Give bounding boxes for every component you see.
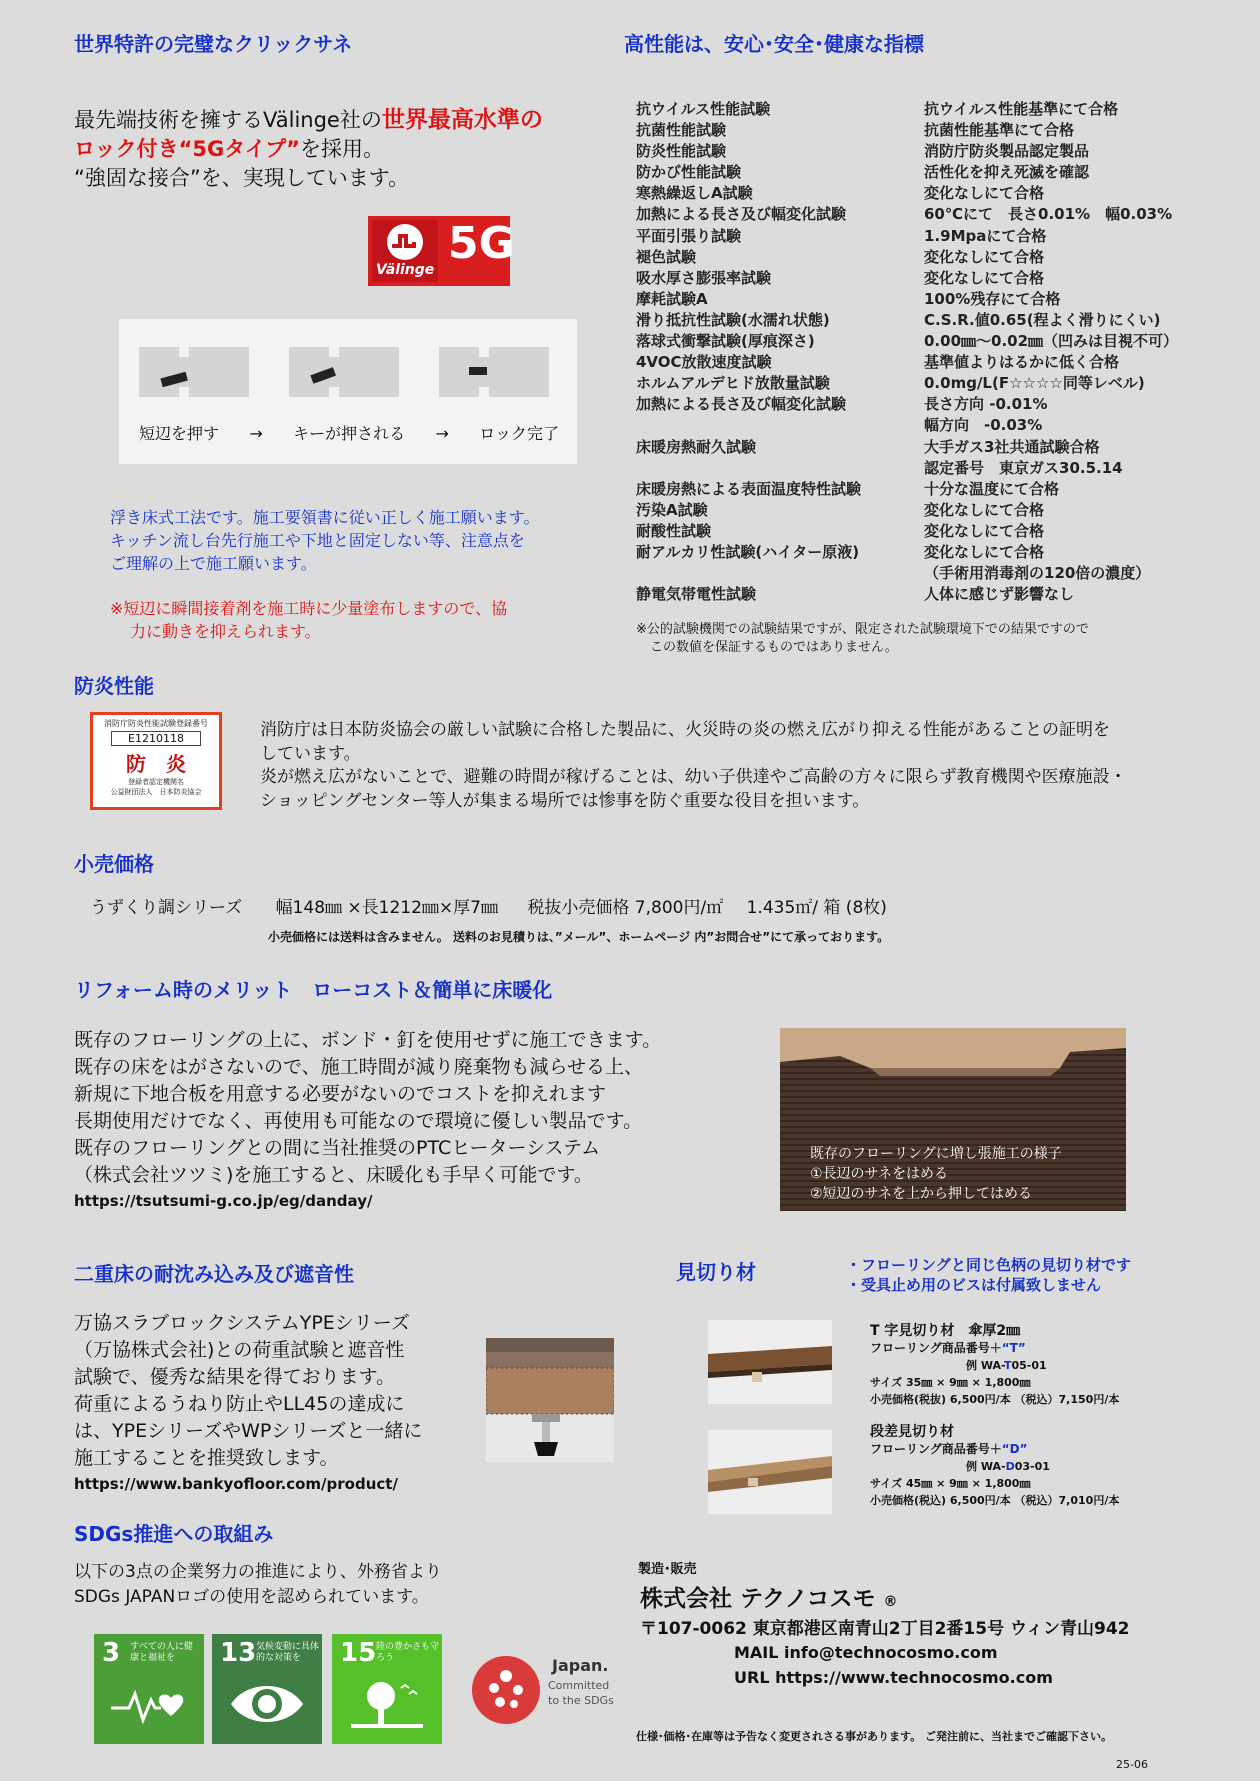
test-name: 加熱による長さ及び幅変化試験 xyxy=(636,395,847,414)
adhesive-note-line: ※短辺に瞬間接着剤を施工時に少量塗布しますので、協 xyxy=(110,599,508,618)
fire-text xyxy=(260,719,1127,813)
fire-label-sub: 公益財団法人 日本防炎協会 xyxy=(110,788,202,796)
company-name: 株式会社 テクノコスモ xyxy=(640,1586,876,1612)
doc-code: 25-06 xyxy=(1116,1758,1148,1771)
test-result: 十分な温度にて合格 xyxy=(924,479,1060,498)
step-trim-icon xyxy=(708,1430,832,1514)
valinge-mark xyxy=(372,220,438,282)
performance-row xyxy=(636,373,1236,394)
sdg-goal-number: 15 xyxy=(340,1638,377,1668)
fire-label-main: 防 炎 xyxy=(126,752,186,776)
footnote-line: ※公的試験機関での試験結果ですが、限定された試験環境下での結果ですので xyxy=(636,622,1089,637)
test-result: 消防庁防炎製品認定製品 xyxy=(924,142,1090,161)
performance-row xyxy=(636,99,1236,120)
test-result: 60℃にて 長さ0.01% 幅0.03% xyxy=(924,205,1173,224)
step-trim-price: 小売価格(税込) 6,500円/本 （税込）7,010円/本 xyxy=(870,1494,1120,1507)
test-result: 変化なしにて合格 xyxy=(924,268,1045,287)
mikiri-notes xyxy=(846,1255,1131,1295)
performance-row xyxy=(636,247,1236,268)
sdg-goal-13-tile xyxy=(212,1634,322,1744)
japan-logo-title: Japan. xyxy=(552,1656,609,1675)
t-trim-icon xyxy=(708,1320,832,1404)
performance-row xyxy=(636,162,1236,183)
step-2-label: キーが押される xyxy=(293,424,406,443)
lock-diagram xyxy=(119,319,577,464)
t-trim-example-pre: 例 WA- xyxy=(966,1359,1004,1372)
install-note xyxy=(110,506,539,575)
performance-row xyxy=(636,479,1236,500)
performance-row xyxy=(636,289,1236,310)
performance-footnote xyxy=(636,621,1089,657)
test-result: 幅方向 -0.03% xyxy=(924,416,1043,435)
test-name: 床暖房熱による表面温度特性試験 xyxy=(636,479,862,498)
sdg-goal-number: 13 xyxy=(220,1638,257,1668)
test-result: 抗ウイルス性能基準にて合格 xyxy=(924,100,1119,118)
test-name: 寒熱繰返しA試験 xyxy=(636,184,753,203)
t-trim-example-code: T xyxy=(1003,1359,1012,1372)
test-result: 変化なしにて合格 xyxy=(924,184,1045,203)
patent-line2-red: ロック付き“5Gタイプ” xyxy=(74,137,300,161)
test-name: 防かび性能試験 xyxy=(636,163,742,182)
valinge-5g-logo xyxy=(368,216,515,286)
performance-row xyxy=(636,500,1236,521)
step-trim-example-post: 03-01 xyxy=(1014,1460,1050,1473)
double-floor-line: 試験で、優秀な結果を得ております。 xyxy=(74,1366,396,1388)
performance-row xyxy=(636,310,1236,331)
price-size: 幅148㎜ ×長1212㎜×厚7㎜ xyxy=(275,898,498,918)
fire-text-line: 消防庁は日本防炎協会の厳しい試験に合格した製品に、火災時の炎の燃え広がり抑える性能があることの証明を xyxy=(260,720,1110,740)
sdg-goal-3-tile xyxy=(94,1634,204,1744)
performance-row xyxy=(636,226,1236,247)
test-result: 大手ガス3社共通試験合格 xyxy=(924,437,1100,456)
test-name: 抗菌性能試験 xyxy=(636,121,727,140)
test-name: 抗ウイルス性能試験 xyxy=(636,100,771,118)
sdg-goal-label: すべての人に健康と福祉を xyxy=(130,1642,193,1663)
company-role: 製造･販売 xyxy=(638,1562,697,1577)
fire-label-badge xyxy=(90,712,222,810)
step-trim-code-label: フローリング商品番号＋ xyxy=(870,1442,1002,1456)
sdg-goal-label: 気候変動に具体的な対策を xyxy=(256,1642,320,1663)
test-result: （手術用消毒剤の120倍の濃度） xyxy=(924,564,1151,583)
patent-line2-post: を採用。 xyxy=(299,137,384,161)
valinge-symbol-icon xyxy=(372,220,438,264)
performance-row xyxy=(636,183,1236,204)
test-result: 認定番号 東京ガス30.5.14 xyxy=(924,458,1123,477)
logo-5g-text: 5G xyxy=(448,218,515,269)
performance-row xyxy=(636,268,1236,289)
performance-row xyxy=(636,458,1236,479)
sdg-goal-number: 3 xyxy=(102,1638,121,1668)
t-trim-example-post: 05-01 xyxy=(1011,1359,1047,1372)
test-name: 4VOC放散速度試験 xyxy=(636,353,772,372)
test-name: 耐アルカリ性試験(ハイター原液) xyxy=(636,542,860,561)
footnote-line: この数値を保証するものではありません。 xyxy=(650,640,898,655)
performance-row xyxy=(636,542,1236,563)
t-trim-info xyxy=(870,1323,1119,1408)
test-result: 変化なしにて合格 xyxy=(924,542,1045,561)
test-result: 変化なしにて合格 xyxy=(924,500,1045,519)
price-note: 小売価格には送料は含みません。 送料のお見積りは、”メール”、ホームページ 内”お問合せ”にて承っております。 xyxy=(268,930,890,944)
step-trim-size: サイズ 45㎜ × 9㎜ × 1,800㎜ xyxy=(870,1477,1031,1490)
test-result: C.S.R.値0.65(程よく滑りにくい) xyxy=(924,310,1161,329)
japan-logo-line: to the SDGs xyxy=(548,1694,614,1707)
tree-birds-icon xyxy=(347,1674,427,1734)
reform-text-line: 既存のフローリングの上に、ボンド・釘を使用せずに施工できます。 xyxy=(74,1029,662,1051)
double-floor-image xyxy=(486,1338,614,1462)
raised-floor-icon xyxy=(486,1338,614,1462)
sdgs-text-line: 以下の3点の企業努力の推進により、外務省より xyxy=(74,1562,442,1582)
step-arrow-2: → xyxy=(435,424,449,443)
test-name: 落球式衝撃試験(厚痕深さ) xyxy=(636,332,815,351)
sdg-goal-15-tile xyxy=(332,1634,442,1744)
t-trim-code-label: フローリング商品番号＋ xyxy=(870,1341,1002,1355)
photo-caption-line: ①長辺のサネをはめる xyxy=(810,1166,948,1182)
step-trim-code-suffix: “D” xyxy=(1001,1442,1028,1456)
test-name: 吸水厚さ膨張率試験 xyxy=(636,268,772,287)
test-name: 加熱による長さ及び幅変化試験 xyxy=(636,205,847,224)
double-floor-line: （万協株式会社)との荷重試験と遮音性 xyxy=(74,1339,405,1361)
disclaimer: 仕様･価格･在庫等は予告なく変更されさる事があります。 ご発注前に、当社までご確認下さい。 xyxy=(636,1730,1112,1743)
patent-line1-pre: 最先端技術を擁するVälinge社の xyxy=(74,108,382,132)
double-floor-line: 施工することを推奨致します。 xyxy=(74,1447,339,1469)
test-name: ホルムアルデヒド放散量試験 xyxy=(636,374,830,393)
sdgs-text xyxy=(74,1560,442,1610)
test-result: 人体に感じず影響なし xyxy=(924,585,1075,604)
performance-row xyxy=(636,331,1236,352)
t-trim-image xyxy=(708,1320,832,1404)
mikiri-note-line: ・フローリングと同じ色柄の見切り材です xyxy=(846,1256,1132,1274)
test-result: 100%残存にて合格 xyxy=(924,289,1061,308)
reform-text-line: 新規に下地合板を用意する必要がないのでコストを抑えれます xyxy=(74,1083,607,1105)
install-note-line: 浮き床式工法です。施工要領書に従い正しく施工願います。 xyxy=(110,508,540,527)
test-result: 抗菌性能基準にて合格 xyxy=(924,121,1075,140)
japan-sdgs-logo xyxy=(468,1648,618,1728)
lock-steps-labels xyxy=(139,423,559,444)
company-contact xyxy=(734,1640,1053,1690)
fire-text-line: 炎が燃え広がないことで、避難の時間が稼げることは、幼い子供達やご高齢の方々に限らず教育機関や医療施設・ xyxy=(260,767,1127,787)
test-name: 滑り抵抗性試験(水濡れ状態) xyxy=(636,310,830,329)
performance-row xyxy=(636,521,1236,542)
patent-intro xyxy=(74,106,543,193)
t-trim-size: サイズ 35㎜ × 9㎜ × 1,800㎜ xyxy=(870,1376,1031,1389)
price-heading: 小売価格 xyxy=(74,852,154,876)
test-name: 床暖房熱耐久試験 xyxy=(636,437,757,456)
company-url[interactable]: URL https://www.technocosmo.com xyxy=(734,1668,1053,1687)
performance-row xyxy=(636,204,1236,225)
heartbeat-icon xyxy=(109,1676,189,1732)
valinge-brand: Välinge xyxy=(376,262,435,278)
adhesive-note xyxy=(110,597,507,643)
test-result: 1.9Mpaにて合格 xyxy=(924,226,1047,245)
performance-row xyxy=(636,394,1236,415)
sdgs-heading: SDGs推進への取組み xyxy=(74,1522,274,1546)
photo-caption xyxy=(810,1144,1062,1204)
climate-eye-icon xyxy=(227,1676,307,1732)
price-line xyxy=(90,893,887,918)
t-trim-price: 小売価格(税抜) 6,500円/本 （税込）7,150円/本 xyxy=(870,1393,1120,1406)
performance-row xyxy=(636,437,1236,458)
fire-label-sub: 登録者認定機関名 xyxy=(128,778,184,786)
fire-text-line: しています。 xyxy=(260,743,361,764)
japan-logo-line: Committed xyxy=(548,1679,610,1692)
step-3-label: ロック完了 xyxy=(479,424,559,443)
step-trim-info xyxy=(870,1424,1119,1509)
reform-text-line: （株式会社ツツミ)を施工すると、床暖化も手早く可能です。 xyxy=(74,1164,593,1186)
company-mail[interactable]: MAIL info@technocosmo.com xyxy=(734,1643,998,1662)
fire-text-line: ショッピングセンター等人が集まる場所では惨事を防ぐ重要な役目を担います。 xyxy=(260,790,870,811)
double-floor-line: は、YPEシリーズやWPシリーズと一緒に xyxy=(74,1420,423,1442)
reform-heading: リフォーム時のメリット ローコスト＆簡単に床暖化 xyxy=(74,978,553,1002)
reform-photo xyxy=(780,1028,1126,1211)
double-floor-url[interactable]: https://www.bankyofloor.com/product/ xyxy=(74,1475,398,1493)
t-trim-title: T 字見切り材 傘厚2㎜ xyxy=(870,1323,1021,1339)
step-trim-image xyxy=(708,1430,832,1514)
price-retail: 税抜小売価格 7,800円/㎡ xyxy=(527,898,724,918)
test-name: 摩耗試験A xyxy=(636,289,708,308)
patent-line3: “強固な接合”を、実現しています。 xyxy=(74,166,410,190)
reform-text-line: 長期使用だけでなく、再使用も可能なので環境に優しい製品です。 xyxy=(74,1110,643,1132)
test-name: 汚染A試験 xyxy=(636,500,708,519)
test-result: 長さ方向 -0.01% xyxy=(924,395,1048,414)
sdg-goal-label: 陸の豊かさも守ろう xyxy=(376,1642,440,1663)
performance-row xyxy=(636,563,1236,584)
reform-url[interactable]: https://tsutsumi-g.co.jp/eg/danday/ xyxy=(74,1192,373,1210)
adhesive-note-line: 力に動きを抑えられます。 xyxy=(130,622,321,641)
double-floor-line: 万協スラブロックシステムYPEシリーズ xyxy=(74,1312,410,1334)
test-result: 変化なしにて合格 xyxy=(924,521,1045,540)
step-arrow-1: → xyxy=(249,424,263,443)
photo-caption-line: ②短辺のサネを上から押してはめる xyxy=(810,1186,1032,1202)
step-trim-title: 段差見切り材 xyxy=(870,1424,954,1440)
performance-table xyxy=(636,99,1236,605)
japan-logo-sub xyxy=(548,1678,614,1708)
patent-heading: 世界特許の完璧なクリックサネ xyxy=(74,32,353,56)
photo-caption-line: 既存のフローリングに増し張施工の様子 xyxy=(810,1146,1062,1162)
performance-row xyxy=(636,415,1236,436)
sdgs-text-line: SDGs JAPANロゴの使用を認められています。 xyxy=(74,1587,429,1607)
test-name: 静電気帯電性試験 xyxy=(636,585,757,604)
price-box: 1.435㎡/ 箱 (8枚) xyxy=(746,898,887,918)
test-result: 0.0mg/L(F☆☆☆☆同等レベル) xyxy=(924,374,1145,393)
t-trim-code-suffix: “T” xyxy=(1001,1341,1026,1355)
test-name: 平面引張り試験 xyxy=(636,226,742,245)
reform-text-line: 既存のフローリングとの間に当社推奨のPTCヒーターシステム xyxy=(74,1137,601,1159)
fire-label-number: E1210118 xyxy=(111,731,201,746)
test-result: 0.00㎜～0.02㎜（凹みは目視不可） xyxy=(924,332,1179,351)
install-note-line: キッチン流し台先行施工や下地と固定しない等、注意点を xyxy=(110,531,525,550)
step-1-label: 短辺を押す xyxy=(139,424,220,443)
registered-mark: ® xyxy=(883,1594,898,1610)
test-name: 防炎性能試験 xyxy=(636,142,727,161)
test-result: 活性化を抑え死滅を確認 xyxy=(924,163,1090,182)
test-result: 変化なしにて合格 xyxy=(924,247,1045,266)
double-floor-line: 荷重によるうねり防止やLL45の達成に xyxy=(74,1393,405,1415)
company-name-block xyxy=(640,1580,898,1613)
double-floor-text xyxy=(74,1310,422,1496)
cherry-blossom-icon xyxy=(468,1652,544,1728)
reform-text xyxy=(74,1027,661,1213)
mikiri-heading: 見切り材 xyxy=(676,1260,756,1284)
reform-text-line: 既存の床をはがさないので、施工時間が減り廃棄物も減らせる上、 xyxy=(74,1056,644,1078)
fire-heading: 防炎性能 xyxy=(74,674,154,698)
install-note-line: ご理解の上で施工願います。 xyxy=(110,554,317,573)
performance-row xyxy=(636,120,1236,141)
performance-row xyxy=(636,584,1236,605)
test-name: 褪色試験 xyxy=(636,247,697,266)
company-address: 〒107-0062 東京都港区南青山2丁目2番15号 ウィン青山942 xyxy=(640,1619,1130,1639)
performance-row xyxy=(636,352,1236,373)
patent-line1-red: 世界最高水準の xyxy=(381,107,543,133)
test-name: 耐酸性試験 xyxy=(636,521,712,540)
performance-row xyxy=(636,141,1236,162)
performance-heading: 高性能は、安心･安全･健康な指標 xyxy=(624,32,924,56)
step-trim-example-code: D xyxy=(1005,1460,1015,1473)
test-result: 基準値よりはるかに低く合格 xyxy=(924,353,1120,372)
double-floor-heading: 二重床の耐沈み込み及び遮音性 xyxy=(74,1262,354,1286)
price-series: うずくり調シリーズ xyxy=(90,898,243,918)
mikiri-note-line: ・受具止め用のビスは付属致しません xyxy=(846,1276,1102,1294)
step-trim-example-pre: 例 WA- xyxy=(966,1460,1006,1473)
fire-label-top: 消防庁防炎性能試験登録番号 xyxy=(104,719,208,728)
lock-steps-icon xyxy=(139,337,559,407)
